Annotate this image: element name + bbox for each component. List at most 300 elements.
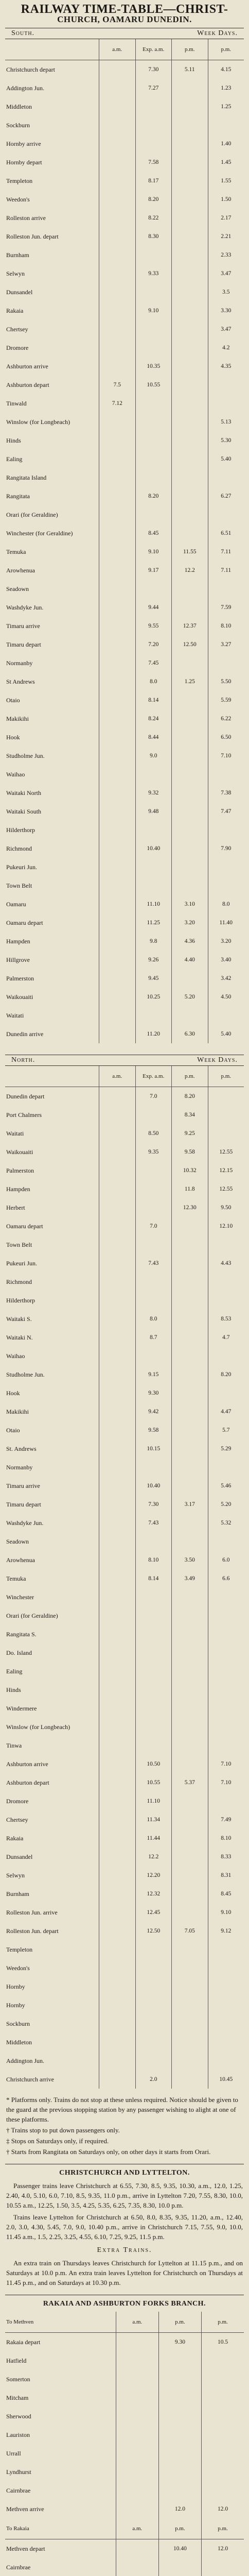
table-row	[5, 1106, 244, 1124]
station-name: Oamaru depart	[6, 919, 43, 926]
table-row	[5, 2351, 244, 2370]
departure-time: 8.0	[135, 1310, 172, 1328]
departure-time	[99, 505, 136, 524]
departure-time: 8.17	[135, 172, 172, 190]
table-row	[5, 988, 244, 1006]
departure-time	[158, 2407, 201, 2426]
departure-time: 8.33	[208, 1848, 244, 1866]
station-name: Arowhenua	[6, 1556, 35, 1564]
station-name: Oamaru	[6, 900, 26, 908]
departure-time	[99, 672, 136, 691]
departure-time: 9.45	[135, 969, 172, 988]
station-name: Hilderthorp	[6, 1296, 35, 1304]
station-name: Pukeuri Jun.	[6, 863, 37, 871]
departure-time	[99, 1143, 136, 1161]
column-header-station	[5, 1066, 99, 1087]
departure-time	[99, 97, 136, 116]
departure-time	[202, 2463, 244, 2481]
departure-time: 4.15	[208, 60, 244, 79]
table-row	[5, 2481, 244, 2500]
station-name: Ashburton arrive	[6, 362, 48, 370]
station-name: Normanby	[6, 659, 33, 667]
station-name: Burnham	[6, 1890, 29, 1897]
departure-time: 5.13	[208, 413, 244, 431]
departure-time: 9.25	[172, 1124, 208, 1143]
station-name: Lyndhurst	[6, 2468, 31, 2476]
departure-time	[208, 394, 244, 413]
departure-time	[172, 728, 208, 747]
station-name: Waitaki N.	[6, 1333, 33, 1341]
station-name: Waitaki S.	[6, 1315, 32, 1323]
lyttelton-inbound-text: Trains leave Lyttelton for Christchurch at 6.50, 8.0, 8.35, 9.35, 11.20, a.m., 12.40, 2.0, 3.0, 4.30, 5.45, 7.0, 9.0, 10.40 p.m., arrive in Christchurch 7.15, 7.55, 9.0, 10.0, 11.45 a.m., 1.5, 2.25, 3.25, 4.55, 6.10, 7.25, 9.25, 11.5 p.m.	[6, 2213, 243, 2241]
table-row	[5, 1551, 244, 1569]
departure-time: 5.37	[172, 1773, 208, 1792]
table-row	[5, 2558, 244, 2576]
departure-time	[99, 246, 136, 264]
station-name: Pukeuri Jun.	[6, 1259, 37, 1267]
departure-time: 9.58	[135, 1421, 172, 1439]
departure-time: 8.34	[172, 1106, 208, 1124]
station-name: Palmerston	[6, 974, 34, 982]
departure-time	[99, 1681, 136, 1699]
departure-time	[208, 505, 244, 524]
departure-time	[99, 2033, 136, 2052]
table-row	[5, 301, 244, 320]
departure-time	[99, 728, 136, 747]
page-title	[5, 4, 244, 25]
departure-time	[208, 116, 244, 134]
station-name: Port Chalmers	[6, 1111, 42, 1118]
departure-time: 5.50	[208, 672, 244, 691]
column-header-time: a.m.	[99, 1066, 136, 1087]
departure-time	[99, 1106, 136, 1124]
departure-time	[172, 153, 208, 172]
station-name: Winchester	[6, 1593, 34, 1601]
departure-time: 4.43	[208, 1254, 244, 1273]
column-header-time: a.m.	[116, 2312, 158, 2333]
station-name: Selwyn	[6, 1871, 25, 1879]
extra-trains-heading: Extra Trains.	[97, 2246, 152, 2254]
departure-time	[172, 691, 208, 709]
departure-time: 9.26	[135, 951, 172, 969]
table-row	[5, 1495, 244, 1514]
departure-time	[208, 1977, 244, 1996]
table-row	[5, 1291, 244, 1310]
departure-time	[208, 1643, 244, 1662]
table-row	[5, 227, 244, 246]
departure-time: 10.45	[208, 2070, 244, 2089]
table-row	[5, 2014, 244, 2033]
station-name: Temuka	[6, 1574, 26, 1582]
departure-time: 12.2	[172, 561, 208, 580]
station-name: Sockburn	[6, 2020, 30, 2027]
departure-time: 9.48	[135, 802, 172, 821]
table-row	[5, 1959, 244, 1977]
column-header-time: a.m.	[99, 39, 136, 60]
departure-time	[172, 969, 208, 988]
table-row	[5, 839, 244, 858]
station-name: Dunedin depart	[6, 1092, 45, 1100]
table-row	[5, 97, 244, 116]
table-row	[5, 1217, 244, 1235]
departure-time: 11.25	[135, 913, 172, 932]
departure-time	[99, 301, 136, 320]
station-name: Waihao	[6, 1352, 25, 1360]
column-header-station: To Methven	[5, 2312, 116, 2333]
departure-time	[172, 1681, 208, 1699]
station-name: Hook	[6, 1389, 20, 1397]
departure-time	[99, 654, 136, 672]
station-name: Otaio	[6, 696, 20, 704]
departure-time	[99, 1792, 136, 1810]
departure-time	[172, 1477, 208, 1495]
departure-time	[116, 2370, 158, 2388]
departure-time: 10.5	[202, 2333, 244, 2352]
table-row	[5, 209, 244, 227]
departure-time: 10.40	[135, 839, 172, 858]
departure-time	[172, 654, 208, 672]
departure-time	[172, 1959, 208, 1977]
departure-time	[135, 858, 172, 876]
departure-time: 4.2	[208, 338, 244, 357]
departure-time	[172, 1458, 208, 1477]
departure-time	[208, 1384, 244, 1402]
departure-time	[99, 1755, 136, 1773]
departure-time: 1.25	[172, 672, 208, 691]
departure-time: 7.0	[135, 1217, 172, 1235]
departure-time	[172, 1365, 208, 1384]
departure-time: 8.20	[208, 1365, 244, 1384]
departure-time: 9.33	[135, 264, 172, 283]
table-row	[5, 1235, 244, 1254]
departure-time	[99, 1532, 136, 1551]
departure-time	[208, 1273, 244, 1291]
departure-time	[208, 858, 244, 876]
station-name: Templeton	[6, 1945, 33, 1953]
departure-time: 8.14	[135, 1569, 172, 1588]
departure-time	[99, 190, 136, 209]
departure-time	[135, 116, 172, 134]
departure-time	[99, 468, 136, 487]
table-row	[5, 1699, 244, 1718]
departure-time	[172, 1514, 208, 1532]
departure-time: 3.5	[208, 283, 244, 301]
departure-time: 3.49	[172, 1569, 208, 1588]
table-row	[5, 431, 244, 450]
departure-time	[172, 134, 208, 153]
departure-time	[99, 747, 136, 765]
departure-time: 2.21	[208, 227, 244, 246]
departure-time	[172, 1699, 208, 1718]
departure-time: 10.55	[135, 1773, 172, 1792]
departure-time: 9.32	[135, 784, 172, 802]
departure-time: 1.45	[208, 153, 244, 172]
departure-time	[172, 172, 208, 190]
departure-time	[208, 1996, 244, 2014]
column-header-time: p.m.	[172, 39, 208, 60]
departure-time	[158, 2388, 201, 2407]
departure-time	[172, 283, 208, 301]
departure-time: 6.30	[172, 1025, 208, 1043]
table-row	[5, 487, 244, 505]
table-row	[5, 1903, 244, 1922]
departure-time	[172, 357, 208, 376]
station-name: Rolleston Jun. depart	[6, 232, 59, 240]
departure-time: 7.38	[208, 784, 244, 802]
departure-time	[172, 1235, 208, 1254]
departure-time: 9.42	[135, 1402, 172, 1421]
departure-time	[116, 2558, 158, 2576]
departure-time	[172, 598, 208, 617]
station-name: Waikouaiti	[6, 1148, 33, 1156]
table-row	[5, 153, 244, 172]
table-row	[5, 1625, 244, 1643]
departure-time: 9.12	[208, 1922, 244, 1940]
departure-time	[99, 413, 136, 431]
station-name: Middleton	[6, 2038, 32, 2046]
departure-time: 8.20	[135, 487, 172, 505]
station-name: Richmond	[6, 844, 32, 852]
departure-time	[99, 876, 136, 895]
departure-time: 3.47	[208, 264, 244, 283]
departure-time: 8.44	[135, 728, 172, 747]
departure-time	[99, 357, 136, 376]
departure-time: 8.45	[208, 1885, 244, 1903]
departure-time	[135, 1235, 172, 1254]
table-row	[5, 1643, 244, 1662]
departure-time	[208, 1532, 244, 1551]
station-name: Waitati	[6, 1011, 24, 1019]
column-header-time: p.m.	[158, 2312, 201, 2333]
departure-time	[172, 1291, 208, 1310]
station-name: Mitcham	[6, 2394, 29, 2401]
departure-time: 5.40	[208, 1025, 244, 1043]
departure-time: 12.37	[172, 617, 208, 635]
table-row	[5, 1588, 244, 1606]
departure-time	[172, 1718, 208, 1736]
departure-time	[99, 1198, 136, 1217]
departure-time: 6.22	[208, 709, 244, 728]
station-name: Rolleston Jun. arrive	[6, 1908, 58, 1916]
table-row	[5, 1736, 244, 1755]
departure-time	[135, 1273, 172, 1291]
departure-time: 5.32	[208, 1514, 244, 1532]
table-row	[5, 524, 244, 543]
table-row	[5, 1681, 244, 1699]
departure-time: 7.58	[135, 153, 172, 172]
departure-time	[172, 2033, 208, 2052]
table-row	[5, 2426, 244, 2444]
departure-time	[172, 320, 208, 338]
departure-time: 8.0	[135, 672, 172, 691]
departure-time	[172, 580, 208, 598]
departure-time	[172, 1310, 208, 1328]
departure-time	[208, 1606, 244, 1625]
departure-time	[208, 1959, 244, 1977]
table-row	[5, 598, 244, 617]
departure-time: 7.20	[135, 635, 172, 654]
departure-time: 4.50	[208, 988, 244, 1006]
station-name: Waihao	[6, 770, 25, 778]
departure-time	[172, 1866, 208, 1885]
table-row	[5, 709, 244, 728]
departure-time	[135, 338, 172, 357]
station-name: Christchurch depart	[6, 65, 55, 73]
station-name: Waitaki South	[6, 807, 42, 815]
departure-time: 3.20	[172, 913, 208, 932]
table-row	[5, 2500, 244, 2518]
departure-time: 7.11	[208, 561, 244, 580]
table-row	[5, 747, 244, 765]
departure-time: 2.0	[135, 2070, 172, 2089]
departure-time	[135, 1606, 172, 1625]
station-name: Town Belt	[6, 1241, 32, 1248]
departure-time	[99, 543, 136, 561]
station-name: Windermere	[6, 1704, 37, 1712]
departure-time: 12.20	[135, 1866, 172, 1885]
departure-time	[99, 60, 136, 79]
departure-time	[172, 1439, 208, 1458]
departure-time: 3.17	[172, 1495, 208, 1514]
station-name: Rangitata Island	[6, 473, 47, 481]
departure-time	[99, 1736, 136, 1755]
departure-time	[208, 1458, 244, 1477]
column-header-time: p.m.	[172, 1066, 208, 1087]
departure-time	[208, 580, 244, 598]
departure-time	[99, 1977, 136, 1996]
departure-time	[99, 1365, 136, 1384]
departure-time	[135, 1291, 172, 1310]
table-row	[5, 1606, 244, 1625]
departure-time	[135, 580, 172, 598]
departure-time: 1.25	[208, 97, 244, 116]
departure-time: 3.20	[208, 932, 244, 951]
departure-time: 5.29	[208, 1439, 244, 1458]
departure-time	[172, 190, 208, 209]
station-name: Herbert	[6, 1204, 25, 1211]
station-name: Tinwa	[6, 1741, 22, 1749]
table-row	[5, 858, 244, 876]
station-name: Rolleston Jun. depart	[6, 1927, 59, 1935]
departure-time	[99, 1959, 136, 1977]
departure-time	[172, 376, 208, 394]
departure-time: 9.35	[135, 1143, 172, 1161]
station-name: Addington Jun.	[6, 2057, 45, 2064]
table-row	[5, 1514, 244, 1532]
station-name: Waitati	[6, 1129, 24, 1137]
departure-time	[172, 1273, 208, 1291]
departure-time: 9.30	[158, 2333, 201, 2352]
departure-time: 10.35	[135, 357, 172, 376]
station-name: Timaru depart	[6, 1500, 41, 1508]
departure-time	[172, 1347, 208, 1365]
departure-time: 9.17	[135, 561, 172, 580]
table-row	[5, 1773, 244, 1792]
departure-time: 10.25	[135, 988, 172, 1006]
departure-time	[99, 1625, 136, 1643]
departure-time: 12.50	[135, 1922, 172, 1940]
departure-time	[202, 2388, 244, 2407]
departure-time: 4.7	[208, 1328, 244, 1347]
north-timetable	[5, 1066, 244, 2089]
departure-time	[172, 839, 208, 858]
departure-time	[135, 1161, 172, 1180]
station-name: Middleton	[6, 103, 32, 110]
departure-time	[172, 1810, 208, 1829]
departure-time	[208, 1124, 244, 1143]
departure-time	[135, 450, 172, 468]
departure-time: 8.22	[135, 209, 172, 227]
departure-time: 5.11	[172, 60, 208, 79]
departure-time	[99, 1551, 136, 1569]
departure-time	[135, 1006, 172, 1025]
departure-time	[172, 858, 208, 876]
station-name: Christchurch arrive	[6, 2075, 54, 2083]
departure-time: 8.7	[135, 1328, 172, 1347]
station-name: Normanby	[6, 1463, 33, 1471]
departure-time: 6.50	[208, 728, 244, 747]
station-name: Rangitata	[6, 492, 30, 500]
departure-time	[202, 2558, 244, 2576]
departure-time: 8.0	[208, 895, 244, 913]
timetable-footnotes	[0, 2095, 249, 2157]
table-row	[5, 1087, 244, 1106]
departure-time	[202, 2407, 244, 2426]
table-row	[5, 1848, 244, 1866]
table-row	[5, 450, 244, 468]
departure-time	[158, 2463, 201, 2481]
table-row	[5, 1977, 244, 1996]
table-row	[5, 691, 244, 709]
table-row	[5, 913, 244, 932]
table-row	[5, 283, 244, 301]
departure-time	[172, 505, 208, 524]
departure-time	[208, 2014, 244, 2033]
table-row	[5, 468, 244, 487]
departure-time	[99, 895, 136, 913]
departure-time	[135, 468, 172, 487]
station-name: Methven arrive	[6, 2505, 44, 2513]
station-name: Rakaia depart	[6, 2338, 41, 2346]
title-line-2: CHURCH, OAMARU DUNEDIN.	[57, 14, 192, 24]
departure-time	[99, 1328, 136, 1347]
departure-time: 1.40	[208, 134, 244, 153]
table-row	[5, 394, 244, 413]
column-header-time: Exp. a.m.	[135, 1066, 172, 1087]
table-row	[5, 505, 244, 524]
table-row	[5, 765, 244, 784]
station-name: Timaru arrive	[6, 622, 40, 630]
departure-time	[116, 2539, 158, 2558]
departure-time	[99, 283, 136, 301]
departure-time	[135, 413, 172, 431]
table-row	[5, 1124, 244, 1143]
departure-time: 12.30	[172, 1198, 208, 1217]
departure-time	[99, 691, 136, 709]
departure-time	[99, 1291, 136, 1310]
departure-time: 4.40	[172, 951, 208, 969]
departure-time	[99, 1439, 136, 1458]
station-name: Hornby depart	[6, 158, 42, 166]
departure-time: 9.50	[208, 1198, 244, 1217]
departure-time: 10.40	[158, 2539, 201, 2558]
column-header-time: p.m.	[158, 2518, 201, 2539]
departure-time	[135, 1940, 172, 1959]
departure-time	[208, 1006, 244, 1025]
departure-time	[135, 505, 172, 524]
departure-time	[99, 598, 136, 617]
departure-time	[99, 1347, 136, 1365]
